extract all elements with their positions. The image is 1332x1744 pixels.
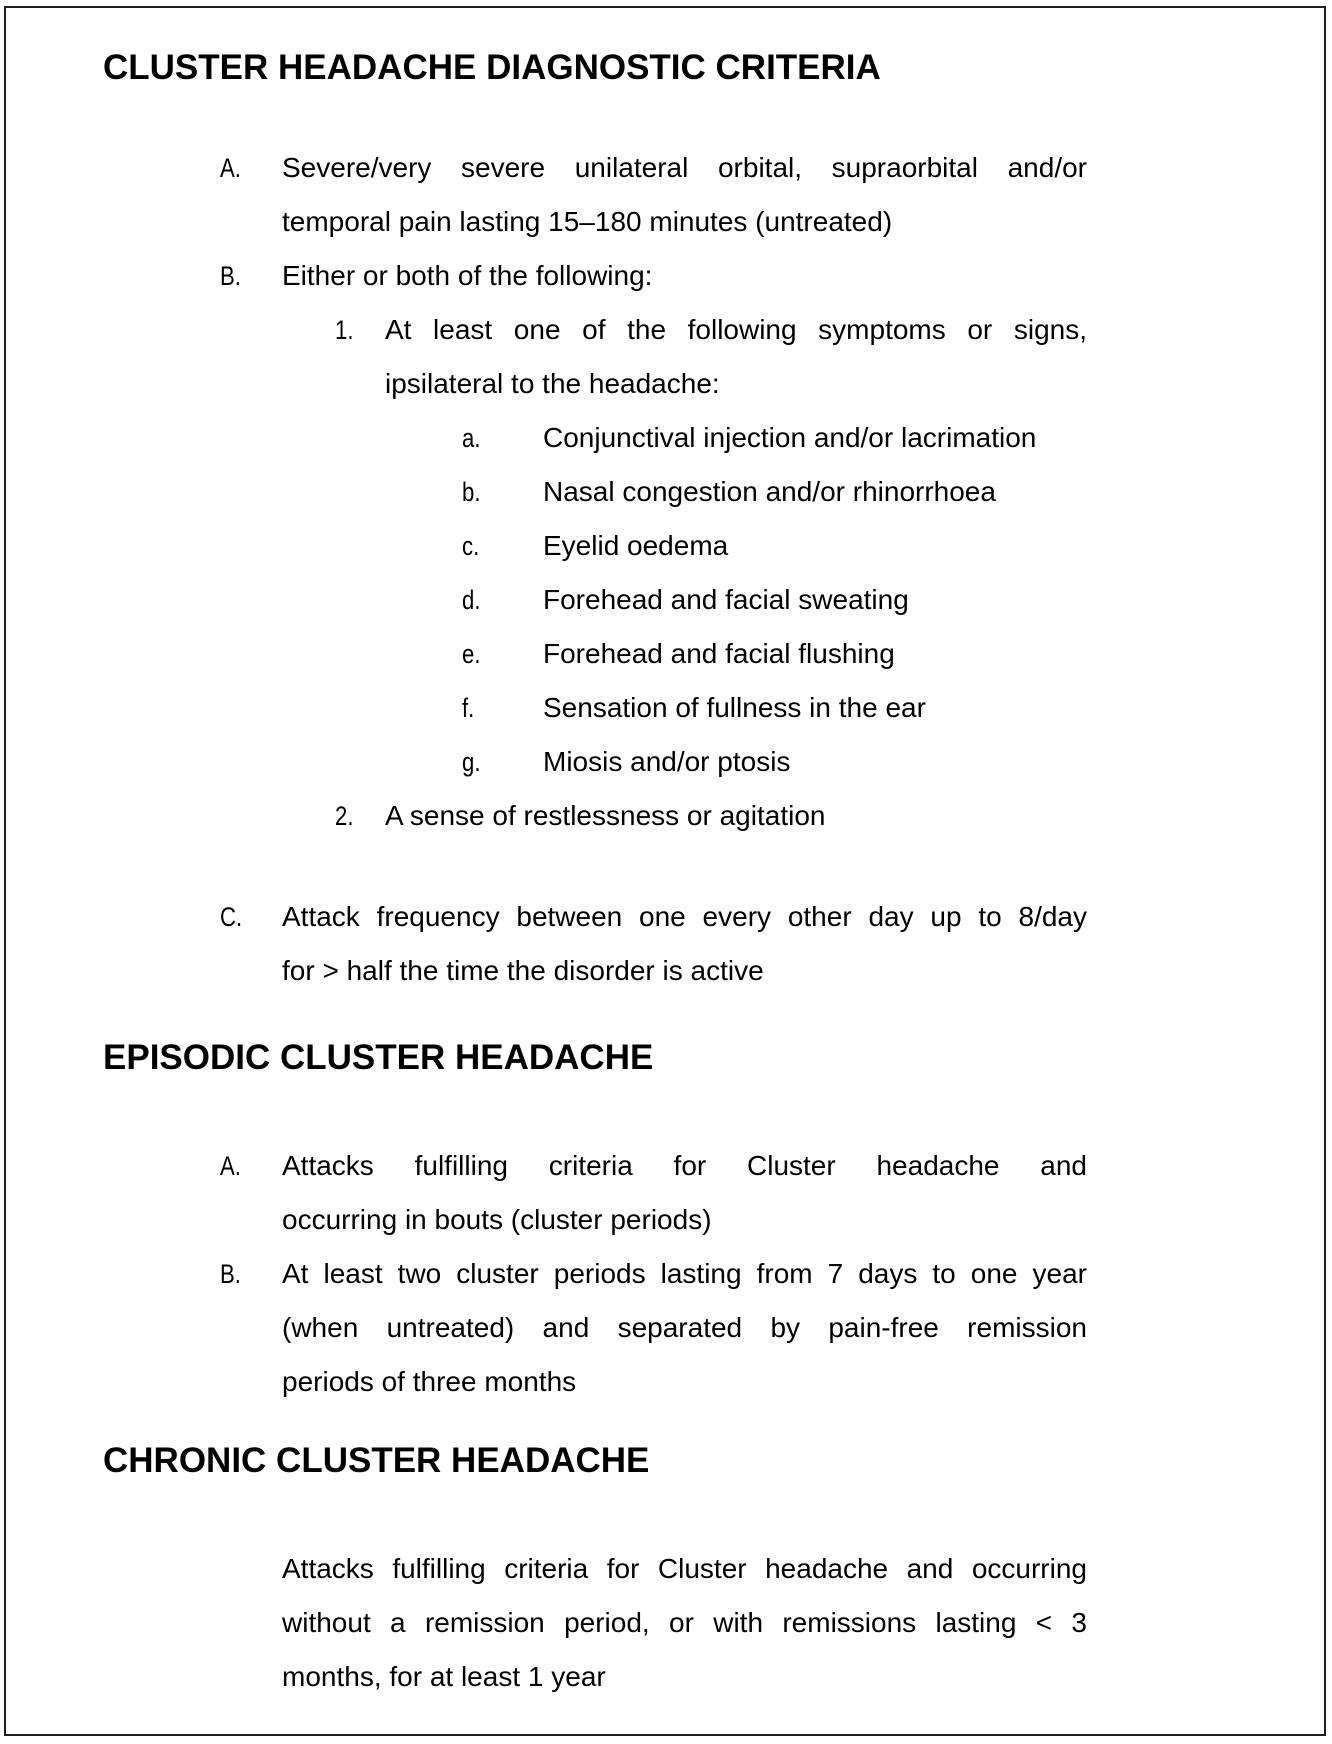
list-marker: g. [462,747,481,777]
list-marker: f. [462,693,475,723]
list-item-b-cluster-periods [220,1247,1087,1409]
cluster-criteria-list [103,141,1324,998]
list-item-line: Sensation of fullness in the ear [543,692,926,723]
list-marker: 1. [335,315,354,345]
list-marker: B. [220,261,241,291]
chronic-description-paragraph [282,1542,1087,1704]
list-marker: A. [220,153,241,183]
list-item-1-symptoms-or-signs [335,303,1087,411]
list-item-line: Forehead and facial flushing [543,638,895,669]
list-item-sub-a-conjunctival [462,411,1103,465]
list-item-line: A sense of restlessness or agitation [385,800,826,831]
list-item-line: periods of three months [282,1366,577,1397]
list-item-line: for > half the time the disorder is active [282,955,764,986]
list-item-line: Either or both of the following: [282,260,653,291]
section-heading-episodic: EPISODIC CLUSTER HEADACHE [103,1038,654,1077]
list-item-2-restlessness [335,789,1087,843]
list-item-a-severe-pain [220,141,1087,249]
section-heading-chronic: CHRONIC CLUSTER HEADACHE [103,1441,650,1480]
list-item-line: (when untreated) and separated by pain-free remission [282,1312,1087,1343]
list-item-line: ipsilateral to the headache: [385,368,720,399]
list-marker: d. [462,585,481,615]
list-item-line: Attack frequency between one every other day up to 8/day [282,901,1087,932]
list-item-line: Severe/very severe unilateral orbital, supraorbital and/or [282,152,1087,183]
list-item-line: Eyelid oedema [543,530,729,561]
document-title: CLUSTER HEADACHE DIAGNOSTIC CRITERIA [103,48,881,87]
list-item-line: Miosis and/or ptosis [543,746,791,777]
list-item-line: temporal pain lasting 15–180 minutes (untreated) [282,206,893,237]
list-marker: b. [462,477,481,507]
list-item-line: Attacks fulfilling criteria for Cluster headache and [282,1150,1087,1181]
list-item-b-either-or-both [220,249,1087,303]
list-item-line: Forehead and facial sweating [543,584,909,615]
document-page [4,6,1326,1736]
list-item-line: Conjunctival injection and/or lacrimation [543,422,1037,453]
paragraph-line: Attacks fulfilling criteria for Cluster headache and occurring [282,1553,1087,1584]
list-marker: c. [462,531,480,561]
list-item-c-attack-frequency [220,890,1087,998]
list-marker: A. [220,1151,241,1181]
list-item-a-attacks-in-bouts [220,1139,1087,1247]
list-marker: B. [220,1259,241,1289]
list-item-sub-b-nasal [462,465,1103,519]
list-item-sub-c-eyelid [462,519,1103,573]
episodic-criteria-list [103,1139,1324,1409]
list-item-sub-d-sweating [462,573,1103,627]
list-marker: 2. [335,801,354,831]
list-marker: e. [462,639,481,669]
list-item-sub-f-ear-fullness [462,681,1103,735]
list-item-sub-e-flushing [462,627,1103,681]
list-marker: a. [462,423,481,453]
list-item-line: At least two cluster periods lasting from 7 days to one year [282,1258,1087,1289]
list-item-line: At least one of the following symptoms or signs, [385,314,1087,345]
paragraph-line: months, for at least 1 year [282,1661,606,1692]
list-item-sub-g-miosis [462,735,1103,789]
paragraph-line: without a remission period, or with remissions lasting < 3 [282,1607,1087,1638]
list-marker: C. [220,902,243,932]
list-item-line: occurring in bouts (cluster periods) [282,1204,712,1235]
list-item-line: Nasal congestion and/or rhinorrhoea [543,476,996,507]
